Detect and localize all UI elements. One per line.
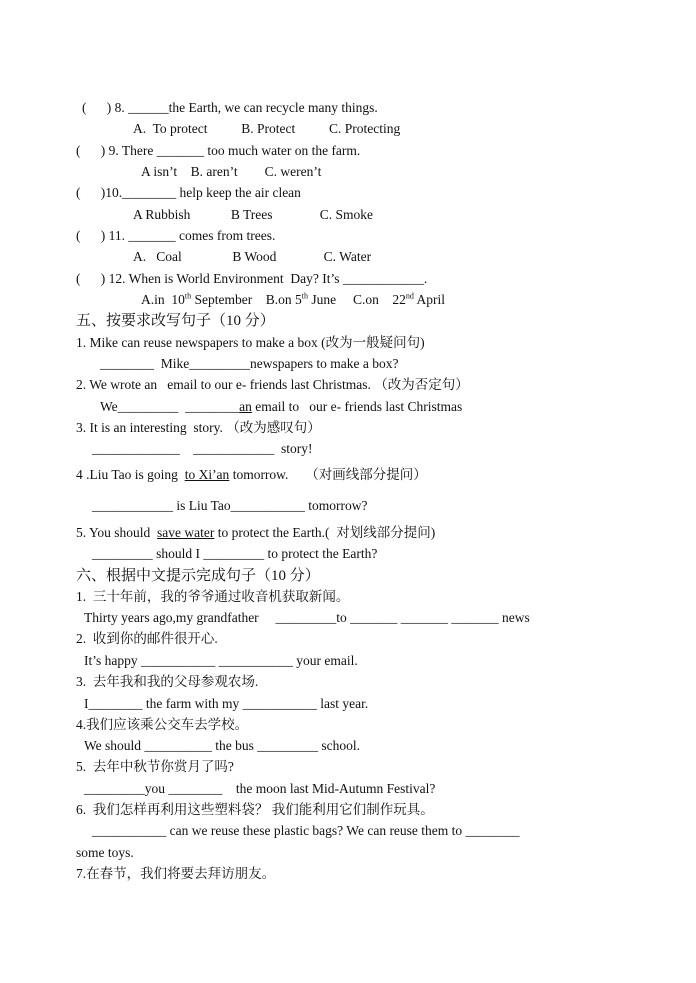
question-9-options: A isn’t B. aren’t C. weren’t bbox=[141, 164, 322, 179]
complete-2: 2. 收到你的邮件很开心. bbox=[76, 631, 218, 646]
complete-3: 3. 去年我和我的父母参观农场. bbox=[76, 674, 259, 689]
complete-3-answer: I________ the farm with my ___________ last year. bbox=[84, 696, 369, 711]
rewrite-5 bbox=[76, 524, 435, 542]
complete-4-answer: We should __________ the bus _________ school. bbox=[84, 738, 361, 753]
complete-6-answer-continued: some toys. bbox=[76, 845, 134, 860]
complete-5: 5. 去年中秋节你赏月了吗? bbox=[76, 759, 234, 774]
question-8: ( ) 8. ______the Earth, we can recycle many things. bbox=[82, 100, 378, 115]
question-12: ( ) 12. When is World Environment Day? It’s ____________. bbox=[76, 271, 428, 286]
complete-1-answer: Thirty years ago,my grandfather _________to _______ _______ _______ news bbox=[84, 610, 530, 625]
complete-1: 1. 三十年前，我的爷爷通过收音机获取新闻。 bbox=[76, 589, 350, 604]
question-9: ( ) 9. There _______ too much water on the farm. bbox=[76, 143, 361, 158]
question-8-options: A. To protect B. Protect C. Protecting bbox=[133, 121, 401, 136]
question-11: ( ) 11. _______ comes from trees. bbox=[76, 228, 276, 243]
q12-option-d: April bbox=[413, 292, 445, 307]
rewrite-2: 2. We wrote an email to our e- friends last Christmas. （改为否定句） bbox=[76, 377, 469, 392]
rewrite-5-underlined: save water bbox=[157, 525, 215, 540]
rewrite-4-end: tomorrow. （对画线部分提问） bbox=[229, 467, 427, 482]
rewrite-3-answer: _____________ ____________ story! bbox=[92, 441, 313, 456]
section-5-title: 五、按要求改写句子（10 分） bbox=[76, 313, 275, 329]
complete-4: 4.我们应该乘公交车去学校。 bbox=[76, 717, 249, 732]
rewrite-2-answer bbox=[100, 398, 462, 416]
question-11-options: A. Coal B Wood C. Water bbox=[133, 249, 372, 264]
complete-6-answer: ___________ can we reuse these plastic bags? We can reuse them to ________ bbox=[92, 823, 520, 838]
section-6-title: 六、根据中文提示完成句子（10 分） bbox=[76, 568, 320, 584]
rewrite-5-start: 5. You should bbox=[76, 525, 158, 540]
complete-2-answer: It’s happy ___________ ___________ your email. bbox=[84, 653, 358, 668]
q12-option-b: September B.on 5 bbox=[191, 292, 302, 307]
rewrite-5-end: to protect the Earth.( 对划线部分提问) bbox=[214, 525, 436, 540]
q12-sup-a: th bbox=[184, 291, 192, 301]
rewrite-4-start: 4 .Liu Tao is going bbox=[76, 467, 185, 482]
rewrite-3: 3. It is an interesting story. （改为感叹句） bbox=[76, 420, 321, 435]
q12-option-a: A.in 10 bbox=[141, 292, 185, 307]
complete-5-answer: _________you ________ the moon last Mid-Autumn Festival? bbox=[84, 781, 436, 796]
rewrite-2-underlined: an bbox=[239, 399, 252, 414]
rewrite-4 bbox=[76, 466, 427, 484]
q12-sup-c: nd bbox=[405, 291, 414, 301]
rewrite-1-answer: ________ Mike_________newspapers to make a box? bbox=[100, 356, 399, 371]
question-10-options: A Rubbish B Trees C. Smoke bbox=[133, 207, 374, 222]
rewrite-5-answer: _________ should I _________ to protect the Earth? bbox=[92, 546, 378, 561]
rewrite-2-answer-start: We_________ ________ bbox=[100, 399, 240, 414]
complete-7: 7.在春节，我们将要去拜访朋友。 bbox=[76, 866, 276, 881]
rewrite-1: 1. Mike can reuse newspapers to make a box (改为一般疑问句) bbox=[76, 335, 425, 350]
question-12-options bbox=[141, 291, 445, 309]
complete-6: 6. 我们怎样再利用这些塑料袋？ 我们能利用它们制作玩具。 bbox=[76, 802, 434, 817]
q12-option-c: June C.on 22 bbox=[307, 292, 406, 307]
rewrite-4-answer: ____________ is Liu Tao___________ tomorrow? bbox=[92, 498, 368, 513]
q12-sup-b: th bbox=[301, 291, 308, 301]
rewrite-4-underlined: to Xi’an bbox=[184, 467, 230, 482]
rewrite-2-answer-end: email to our e- friends last Christmas bbox=[251, 399, 463, 414]
question-10: ( )10.________ help keep the air clean bbox=[76, 185, 301, 200]
